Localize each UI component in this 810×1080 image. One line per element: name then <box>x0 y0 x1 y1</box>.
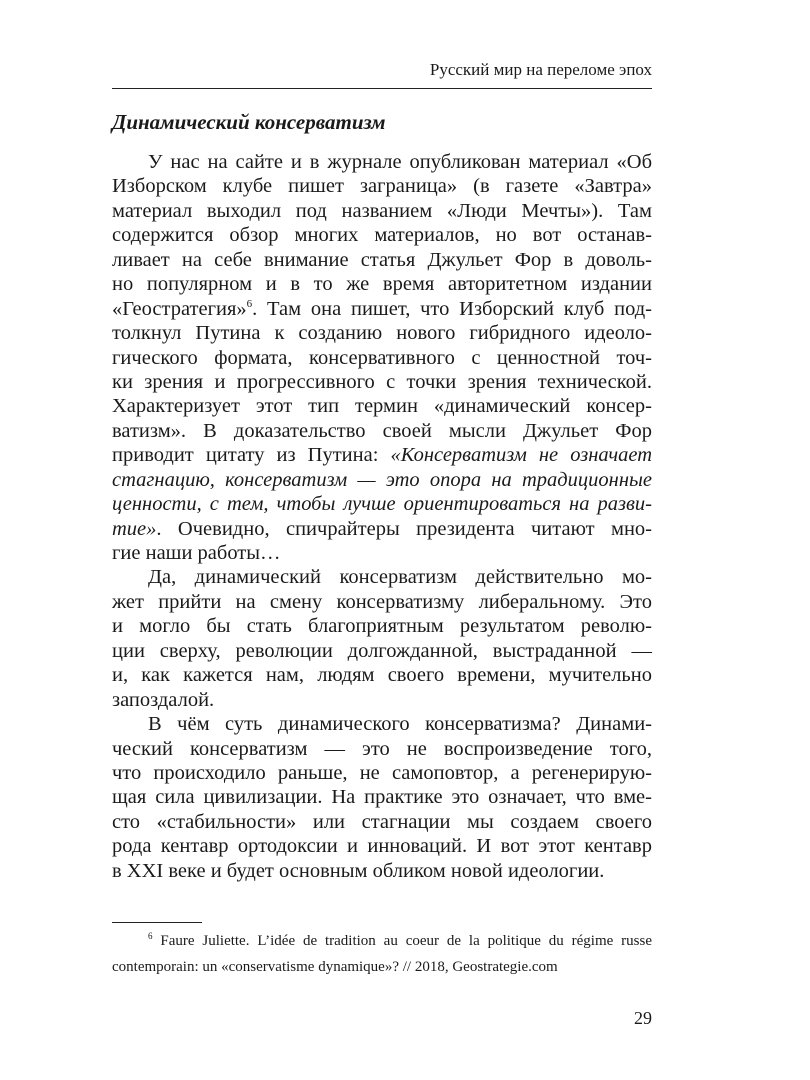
footnote <box>112 928 652 980</box>
text-line <box>112 443 652 467</box>
text-segment: и могло бы стать благоприятным результатом револю- <box>112 615 652 638</box>
text-segment: толкнул Путина к созданию нового гибридного идеоло- <box>112 322 652 345</box>
text-segment: ки зрения и прогрессивного с точки зрения технической. <box>112 370 652 393</box>
text-segment: . Очевидно, спичрайтеры президента читают мно- <box>156 517 652 540</box>
text-line <box>112 688 652 712</box>
text-line <box>112 297 652 321</box>
text-segment: запоздалой. <box>112 688 215 711</box>
quote-text: «Консерватизм не означает <box>390 444 653 467</box>
section-title: Динамический консерватизм <box>112 110 386 134</box>
text-line <box>112 565 652 589</box>
text-line <box>112 321 652 345</box>
text-line <box>112 785 652 809</box>
text-segment: и, как кажется нам, людям своего времени, мучительно <box>112 664 652 687</box>
text-segment: гие наши работы… <box>112 542 281 564</box>
text-segment: приводит цитату из Путина: <box>112 444 391 467</box>
text-line <box>112 174 652 198</box>
footnote-marker: 6 <box>148 931 153 941</box>
text-line <box>112 541 652 565</box>
text-segment: в XXI веке и будет основным обликом новой идеологии. <box>112 859 605 882</box>
text-line <box>112 223 652 247</box>
text-line <box>112 663 652 687</box>
text-segment: «Геостратегия» <box>112 297 247 320</box>
paragraph <box>112 565 652 712</box>
text-line <box>112 639 652 663</box>
text-line <box>112 272 652 296</box>
text-line <box>112 394 652 418</box>
text-line <box>112 346 652 370</box>
text-segment: ции сверху, революции долгожданной, выстраданной — <box>112 639 652 662</box>
text-segment: У нас на сайте и в журнале опубликован материал «Об <box>148 151 652 173</box>
text-line <box>112 492 652 516</box>
quote-text: тие» <box>112 517 157 540</box>
text-line <box>112 810 652 834</box>
text-line <box>112 468 652 492</box>
text-segment: . Там она пишет, что Изборский клуб под- <box>252 297 652 320</box>
text-segment: жет прийти на смену консерватизму либеральному. Это <box>112 590 652 613</box>
text-segment: гического формата, консервативного с ценностной точ- <box>112 346 652 369</box>
quote-text: стагнацию, консерватизм — это опора на традиционные <box>112 468 652 491</box>
text-line <box>112 419 652 443</box>
text-segment: Изборском клубе пишет заграница» (в газете «Завтра» <box>112 175 652 198</box>
text-line <box>112 150 652 174</box>
body-text <box>112 150 652 883</box>
quote-text: ценности, с тем, чтобы лучше ориентироваться на разви- <box>112 493 652 516</box>
footnote-divider <box>112 922 202 923</box>
text-segment: ливает на себе внимание статья Джульет Фор в доволь- <box>112 248 652 271</box>
text-line <box>112 248 652 272</box>
footnote-text: Faure Juliette. L’idée de tradition au coeur de la politique du régime russe <box>160 933 652 949</box>
page-number: 29 <box>634 1008 652 1028</box>
text-line <box>112 859 652 883</box>
text-line <box>112 590 652 614</box>
text-segment: Характеризует этот тип термин «динамический консер- <box>112 395 652 418</box>
text-segment: рода кентавр ортодоксии и инноваций. И вот этот кентавр <box>112 835 652 858</box>
text-segment: В чём суть динамического консерватизма? Динами- <box>148 713 652 736</box>
running-head: Русский мир на переломе эпох <box>429 60 652 79</box>
paragraph <box>112 712 652 883</box>
text-segment: содержится обзор многих материалов, но вот останав- <box>112 224 652 247</box>
text-line <box>112 761 652 785</box>
footnote-reference: 6 <box>246 297 253 310</box>
text-segment: ческий консерватизм — это не воспроизведение того, <box>112 737 652 760</box>
footnote-line <box>112 954 652 980</box>
footnote-line <box>112 928 652 954</box>
header-divider <box>112 88 652 89</box>
text-line <box>112 199 652 223</box>
paragraph <box>112 150 652 565</box>
text-line <box>112 517 652 541</box>
text-line <box>112 834 652 858</box>
text-segment: сто «стабильности» или стагнации мы создаем своего <box>112 810 652 833</box>
text-line <box>112 370 652 394</box>
text-line <box>112 712 652 736</box>
text-segment: но популярном и в то же время авторитетном издании <box>112 273 652 296</box>
text-line <box>112 614 652 638</box>
text-segment: что происходило раньше, не самоповтор, а регенерирую- <box>112 761 652 784</box>
text-segment: материал выходил под названием «Люди Мечты»). Там <box>112 199 652 222</box>
footnote-text: contemporain: un «conservatisme dynamique»? // 2018, Geostrategie.com <box>112 959 558 975</box>
text-segment: ватизм». В доказательство своей мысли Джульет Фор <box>112 419 652 442</box>
text-line <box>112 737 652 761</box>
text-segment: щая сила цивилизации. На практике это означает, что вме- <box>112 786 652 809</box>
text-segment: Да, динамический консерватизм действительно мо- <box>148 566 652 589</box>
